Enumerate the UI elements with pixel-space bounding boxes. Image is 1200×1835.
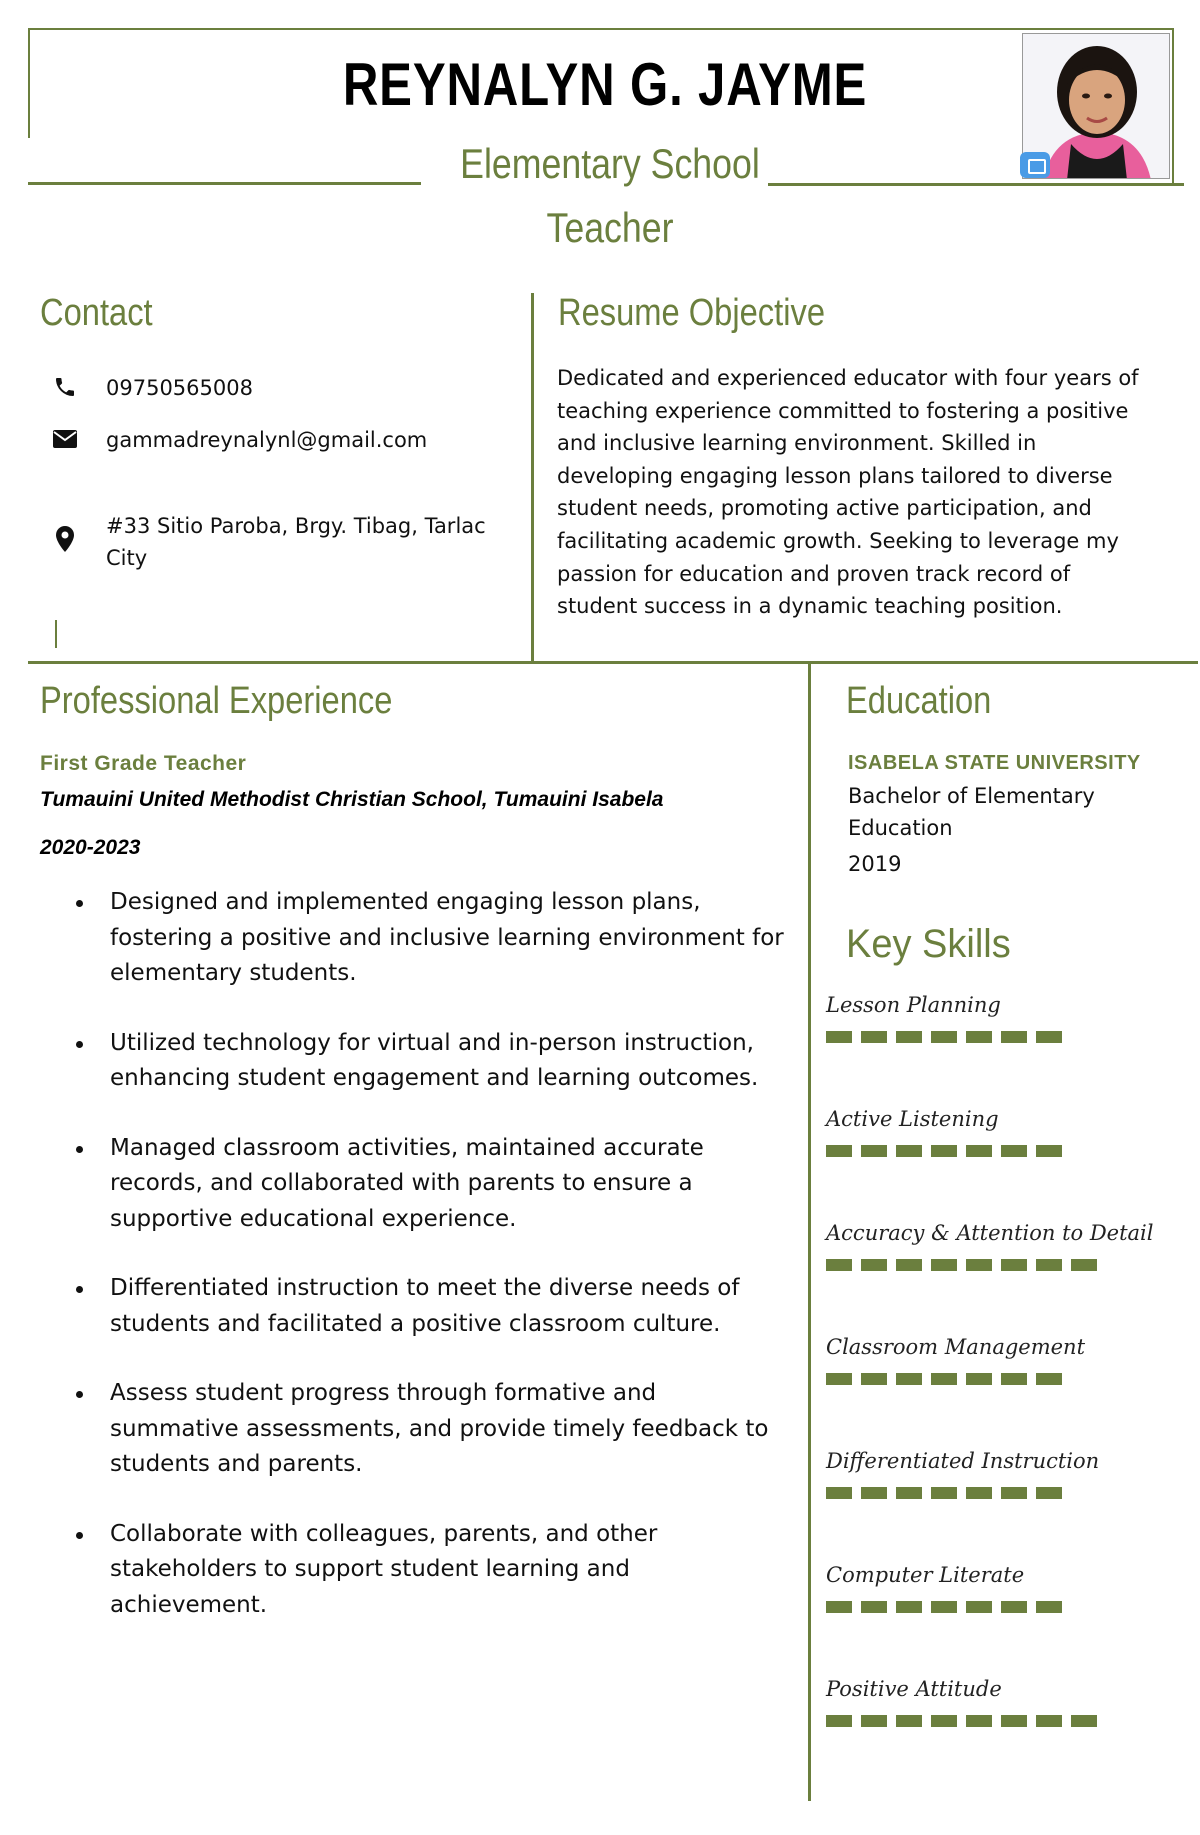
- skill-level-segment: [896, 1601, 922, 1613]
- objective-text: Dedicated and experienced educator with four years of teaching experience committed to fostering a positive and inclusive learning environment. Skilled in developing engaging lesson plans tailored to diverse student needs, promoting active participation, and facilitating academic growth. Seeking to leverage my passion for education and proven track record of student success in a dynamic teaching position.: [557, 366, 1139, 619]
- experience-years: 2020-2023: [40, 836, 141, 859]
- skill-level-bar: [826, 1145, 1062, 1157]
- job-title-line1: Elementary School: [460, 140, 760, 187]
- header-rule-right: [768, 183, 1184, 186]
- skill-level-segment: [931, 1373, 957, 1385]
- skill-level-bar: [826, 1487, 1062, 1499]
- skill-level-segment: [826, 1487, 852, 1499]
- experience-bullet: Assess student progress through formative and summative assessments, and provide timely feedback to students and parents.: [70, 1376, 790, 1483]
- experience-bullet: Collaborate with colleagues, parents, and other stakeholders to support student learning and achievement.: [70, 1517, 790, 1624]
- skill-level-segment: [826, 1601, 852, 1613]
- skill-level-segment: [1001, 1601, 1027, 1613]
- skill-level-segment: [896, 1715, 922, 1727]
- header-frame-left: [28, 28, 30, 138]
- education-university: ISABELA STATE UNIVERSITY: [848, 752, 1141, 774]
- skills-heading: Key Skills: [846, 922, 1011, 966]
- skill-level-segment: [826, 1259, 852, 1271]
- skill-name: Accuracy & Attention to Detail: [826, 1221, 1154, 1245]
- skill-level-segment: [861, 1601, 887, 1613]
- skill-name: Classroom Management: [826, 1335, 1086, 1359]
- camera-icon[interactable]: [1020, 152, 1050, 178]
- contact-address: #33 Sitio Paroba, Brgy. Tibag, Tarlac City: [106, 514, 486, 570]
- skill-name: Differentiated Instruction: [826, 1449, 1100, 1473]
- skill-level-segment: [931, 1601, 957, 1613]
- skill-level-segment: [966, 1259, 992, 1271]
- skill-level-segment: [966, 1715, 992, 1727]
- skill-level-segment: [861, 1145, 887, 1157]
- experience-heading: Professional Experience: [40, 680, 393, 722]
- education-heading: Education: [846, 680, 992, 722]
- skill-level-segment: [1036, 1715, 1062, 1727]
- skill-level-segment: [826, 1715, 852, 1727]
- skill-level-segment: [1036, 1259, 1062, 1271]
- skill-level-segment: [1036, 1601, 1062, 1613]
- candidate-name: REYNALYN G. JAYME: [342, 51, 868, 118]
- skill-level-segment: [826, 1373, 852, 1385]
- skill-level-bar: [826, 1031, 1062, 1043]
- skill-level-segment: [966, 1487, 992, 1499]
- objective-heading: Resume Objective: [558, 292, 826, 334]
- skill-level-segment: [826, 1145, 852, 1157]
- skill-level-bar: [826, 1259, 1097, 1271]
- skill-level-segment: [1001, 1373, 1027, 1385]
- experience-bullet: Designed and implemented engaging lesson plans, fostering a positive and inclusive learning environment for elementary students.: [70, 885, 790, 992]
- skill-level-segment: [1001, 1259, 1027, 1271]
- skill-level-segment: [826, 1031, 852, 1043]
- experience-job-title: First Grade Teacher: [40, 752, 247, 775]
- contact-phone-row: [50, 372, 253, 404]
- experience-bullet: Differentiated instruction to meet the diverse needs of students and facilitated a positive classroom culture.: [70, 1271, 790, 1342]
- contact-heading: Contact: [40, 292, 153, 334]
- header-frame-right: [1172, 28, 1174, 183]
- header-rule-left: [28, 182, 421, 185]
- experience-bullet: Utilized technology for virtual and in-person instruction, enhancing student engagement and learning outcomes.: [70, 1026, 790, 1097]
- contact-email-row: [50, 424, 427, 456]
- skill-level-segment: [1071, 1259, 1097, 1271]
- divider-experience-education: [808, 661, 811, 1801]
- skill-level-segment: [896, 1145, 922, 1157]
- phone-icon: [50, 372, 80, 402]
- skill-level-segment: [861, 1259, 887, 1271]
- skill-level-segment: [861, 1031, 887, 1043]
- skill-level-segment: [896, 1031, 922, 1043]
- experience-bullet-list: [70, 885, 790, 1657]
- skill-level-segment: [931, 1715, 957, 1727]
- skill-level-segment: [966, 1373, 992, 1385]
- skill-level-segment: [861, 1487, 887, 1499]
- skill-name: Active Listening: [826, 1107, 999, 1131]
- experience-organization: Tumauini United Methodist Christian School, Tumauini Isabela: [40, 788, 664, 811]
- contact-phone[interactable]: 09750565008: [106, 376, 253, 400]
- skill-level-segment: [861, 1715, 887, 1727]
- skill-level-bar: [826, 1373, 1062, 1385]
- envelope-icon: [50, 424, 80, 454]
- skill-level-segment: [896, 1487, 922, 1499]
- skill-level-segment: [931, 1259, 957, 1271]
- skill-level-segment: [896, 1259, 922, 1271]
- skill-level-segment: [931, 1145, 957, 1157]
- skill-level-segment: [1036, 1145, 1062, 1157]
- skill-level-segment: [1036, 1373, 1062, 1385]
- skill-level-segment: [1036, 1031, 1062, 1043]
- skill-level-segment: [861, 1373, 887, 1385]
- divider-contact-objective: [531, 293, 534, 661]
- skill-level-segment: [896, 1373, 922, 1385]
- skill-level-segment: [966, 1145, 992, 1157]
- skill-level-segment: [966, 1601, 992, 1613]
- job-title-line2: Teacher: [546, 204, 674, 251]
- skill-level-segment: [1036, 1487, 1062, 1499]
- divider-horizontal: [28, 661, 1198, 664]
- skill-level-segment: [1001, 1487, 1027, 1499]
- contact-email[interactable]: gammadreynalynl@gmail.com: [106, 428, 428, 452]
- skill-level-segment: [931, 1487, 957, 1499]
- decorative-tick: [55, 620, 57, 648]
- education-degree: Bachelor of Elementary Education: [848, 784, 1095, 840]
- skill-level-segment: [1001, 1715, 1027, 1727]
- skill-level-segment: [966, 1031, 992, 1043]
- skill-level-segment: [1001, 1145, 1027, 1157]
- skill-level-segment: [1071, 1715, 1097, 1727]
- skill-level-bar: [826, 1601, 1062, 1613]
- header-frame-top: [28, 28, 1174, 30]
- skill-name: Positive Attitude: [826, 1677, 1002, 1701]
- skill-level-segment: [1001, 1031, 1027, 1043]
- skill-name: Lesson Planning: [826, 993, 1001, 1017]
- skill-level-segment: [931, 1031, 957, 1043]
- skill-name: Computer Literate: [826, 1563, 1025, 1587]
- education-year: 2019: [848, 852, 902, 876]
- contact-address-row: [50, 510, 486, 574]
- location-pin-icon: [50, 524, 80, 554]
- skill-level-bar: [826, 1715, 1097, 1727]
- experience-bullet: Managed classroom activities, maintained accurate records, and collaborated with parents to ensure a supportive educational experience.: [70, 1131, 790, 1238]
